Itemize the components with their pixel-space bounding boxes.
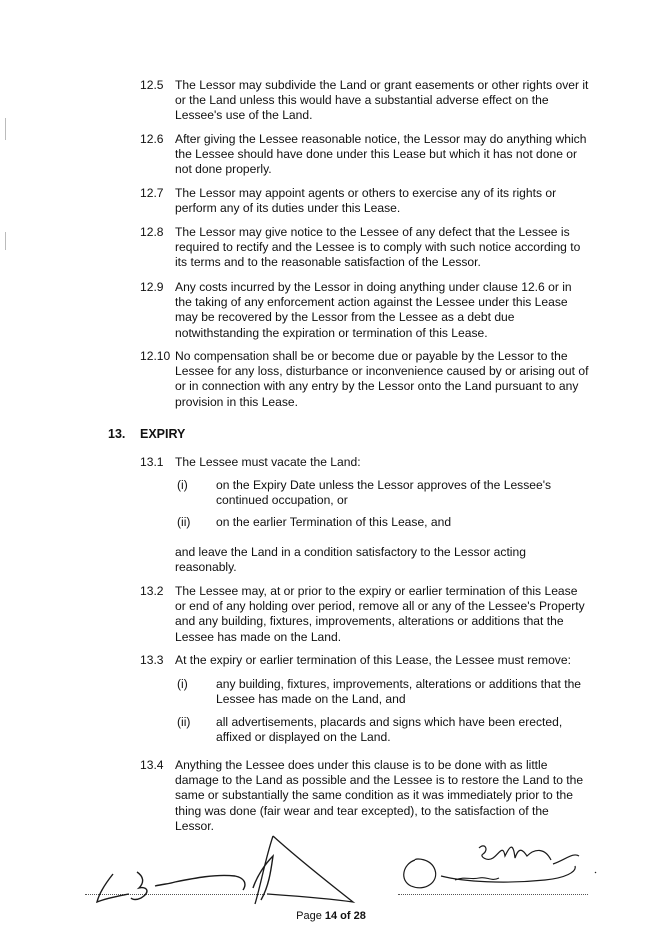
clause-text: The Lessor may appoint agents or others to exercise any of its rights or perform any of its duties under this Lease.	[175, 186, 557, 216]
sub-item-number: (ii)	[177, 515, 191, 529]
sub-item-text: on the Expiry Date unless the Lessor approves of the Lessee's continued occupation, or	[216, 478, 552, 508]
clause-number: 12.10	[140, 349, 171, 363]
sub-item-text: all advertisements, placards and signs which have been erected, affixed or displayed on the Land.	[216, 715, 563, 745]
sub-item-number: (i)	[177, 478, 188, 492]
signature-right	[395, 836, 620, 900]
margin-mark	[5, 118, 6, 140]
clause-text: The Lessor may give notice to the Lessee of any defect that the Lessee is required to rectify and the Lessee is to comply with such notice according to its terms and to the reasonable satisfaction of the Lessor.	[175, 225, 581, 270]
sub-item-text: on the earlier Termination of this Lease, and	[216, 515, 452, 529]
clause-number: 12.5	[140, 78, 164, 92]
clause-text: The Lessee may, at or prior to the expiry or earlier termination of this Lease or end of any holding over period, remove all or any of the Lessee's Property and any building, fixtures, improvements, alterations or additions that the Lessee has made on the Land.	[175, 584, 585, 644]
page-footer	[0, 910, 662, 922]
sub-item-number: (ii)	[177, 715, 191, 729]
clause-number: 12.8	[140, 225, 164, 239]
footer-of: of	[337, 910, 354, 922]
sub-item-number: (i)	[177, 677, 188, 691]
clause-text: The Lessee must vacate the Land:	[175, 455, 361, 469]
clause-number: 12.6	[140, 132, 164, 146]
section-title: EXPIRY	[140, 427, 186, 441]
clause-number: 13.1	[140, 455, 164, 469]
page-number: 14	[324, 910, 338, 922]
clause-number: 13.2	[140, 584, 164, 598]
clause-number: 12.7	[140, 186, 164, 200]
section-number: 13.	[108, 427, 126, 441]
clause-number: 13.3	[140, 653, 164, 667]
clause-text: The Lessor may subdivide the Land or grant easements or other rights over it or the Land unless this would have a substantial adverse effect on the Lessee's use of the Land.	[175, 78, 589, 123]
signature-left	[85, 830, 365, 910]
sub-item-text: any building, fixtures, improvements, alterations or additions that the Lessee has made on the Land, and	[216, 677, 582, 707]
clause-tail-text: and leave the Land in a condition satisfactory to the Lessor acting reasonably.	[175, 545, 526, 575]
page-total: 28	[353, 910, 366, 922]
margin-mark	[5, 232, 6, 250]
clause-text: Anything the Lessee does under this clause is to be done with as little damage to the Land as possible and the Lessee is to restore the Land to the same or substantially the same condition as it was immediately prior to the thing was done (fair wear and tear excepted), to the satisfaction of the Lessor.	[175, 758, 584, 833]
clause-number: 13.4	[140, 758, 164, 772]
clause-text: After giving the Lessee reasonable notice, the Lessor may do anything which the Lessee should have done under this Lease but which it has not done or not done properly.	[175, 132, 587, 177]
footer-prefix: Page	[296, 910, 325, 922]
clause-text: No compensation shall be or become due or payable by the Lessor to the Lessee for any loss, disturbance or inconvenience caused by or arising out of or in connection with any entry by the Lessor onto the Land pursuant to any provision in this Lease.	[175, 349, 589, 409]
clause-text: Any costs incurred by the Lessor in doing anything under clause 12.6 or in the taking of any enforcement action against the Lessee under this Lease may be recovered by the Lessor from the Lessee as a debt due notwithstanding the expiration or termination of this Lease.	[175, 280, 572, 340]
clause-text: At the expiry or earlier termination of this Lease, the Lessee must remove:	[175, 653, 571, 667]
clause-number: 12.9	[140, 280, 164, 294]
